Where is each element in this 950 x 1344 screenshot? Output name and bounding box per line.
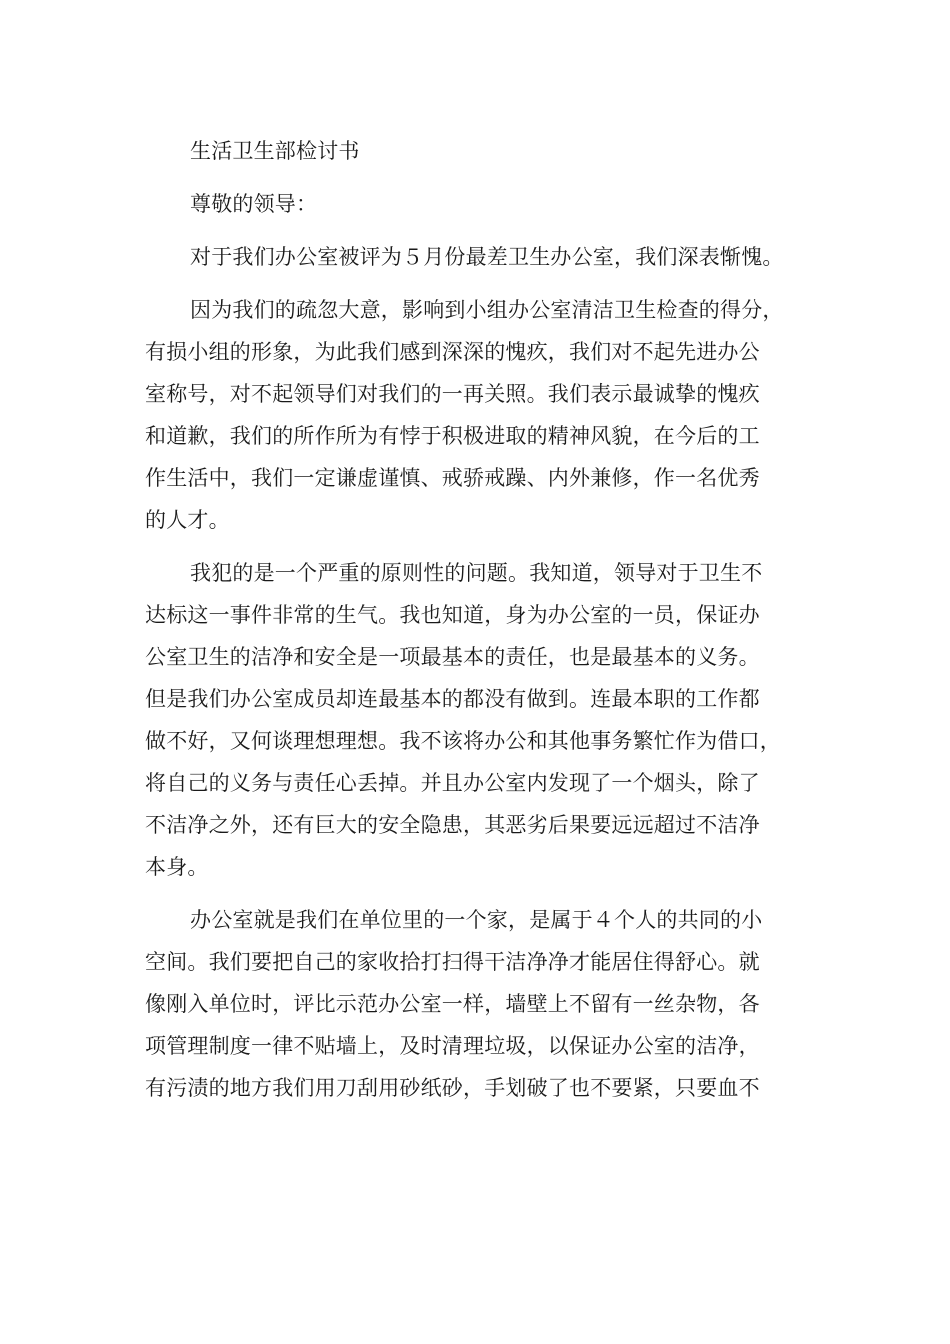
paragraph-line: 但是我们办公室成员却连最基本的都没有做到。连最本职的工作都 [145,687,760,711]
paragraph-line: 有损小组的形象，为此我们感到深深的愧疚，我们对不起先进办公 [145,340,760,364]
paragraph-line: 像刚入单位时，评比示范办公室一样，墙壁上不留有一丝杂物，各 [145,992,760,1016]
document-page [145,130,810,1109]
paragraph-line: 室称号，对不起领导们对我们的一再关照。我们表示最诚挚的愧疚 [145,382,760,406]
paragraph-line: 本身。 [145,855,209,879]
paragraph-line: 公室卫生的洁净和安全是一项最基本的责任，也是最基本的义务。 [145,645,760,669]
paragraph-line: 因为我们的疏忽大意，影响到小组办公室清洁卫生检查的得分， [190,298,784,322]
spacer [145,888,810,899]
paragraph-line: 办公室就是我们在单位里的一个家，是属于４个人的共同的小 [190,908,763,932]
paragraph-2 [145,289,810,541]
document-title: 生活卫生部检讨书 [190,139,360,163]
paragraph-line: 将自己的义务与责任心丢掉。并且办公室内发现了一个烟头，除了 [145,771,760,795]
paragraph-3 [145,552,810,888]
paragraph-line: 我犯的是一个严重的原则性的问题。我知道，领导对于卫生不 [190,561,763,585]
spacer [145,225,810,236]
salutation: 尊敬的领导： [190,192,318,216]
spacer [145,278,810,289]
paragraph-line: 和道歉，我们的所作所为有悖于积极进取的精神风貌，在今后的工 [145,424,760,448]
paragraph-1 [145,236,810,278]
paragraph-line: 有污渍的地方我们用刀刮用砂纸砂，手划破了也不要紧，只要血不 [145,1076,760,1100]
spacer [145,172,810,183]
paragraph-line: 不洁净之外，还有巨大的安全隐患，其恶劣后果要远远超过不洁净 [145,813,760,837]
paragraph-line: 空间。我们要把自己的家收拾打扫得干洁净净才能居住得舒心。就 [145,950,760,974]
paragraph-line: 作生活中，我们一定谦虚谨慎、戒骄戒躁、内外兼修，作一名优秀 [145,466,760,490]
paragraph-line: 达标这一事件非常的生气。我也知道，身为办公室的一员，保证办 [145,603,760,627]
paragraph-line: 项管理制度一律不贴墙上，及时清理垃圾，以保证办公室的洁净， [145,1034,760,1058]
spacer [145,541,810,552]
paragraph-line: 的人才。 [145,508,230,532]
paragraph-line: 做不好，又何谈理想理想。我不该将办公和其他事务繁忙作为借口， [145,729,781,753]
paragraph-line: 对于我们办公室被评为５月份最差卫生办公室，我们深表惭愧。 [190,245,784,269]
paragraph-4 [145,899,810,1109]
